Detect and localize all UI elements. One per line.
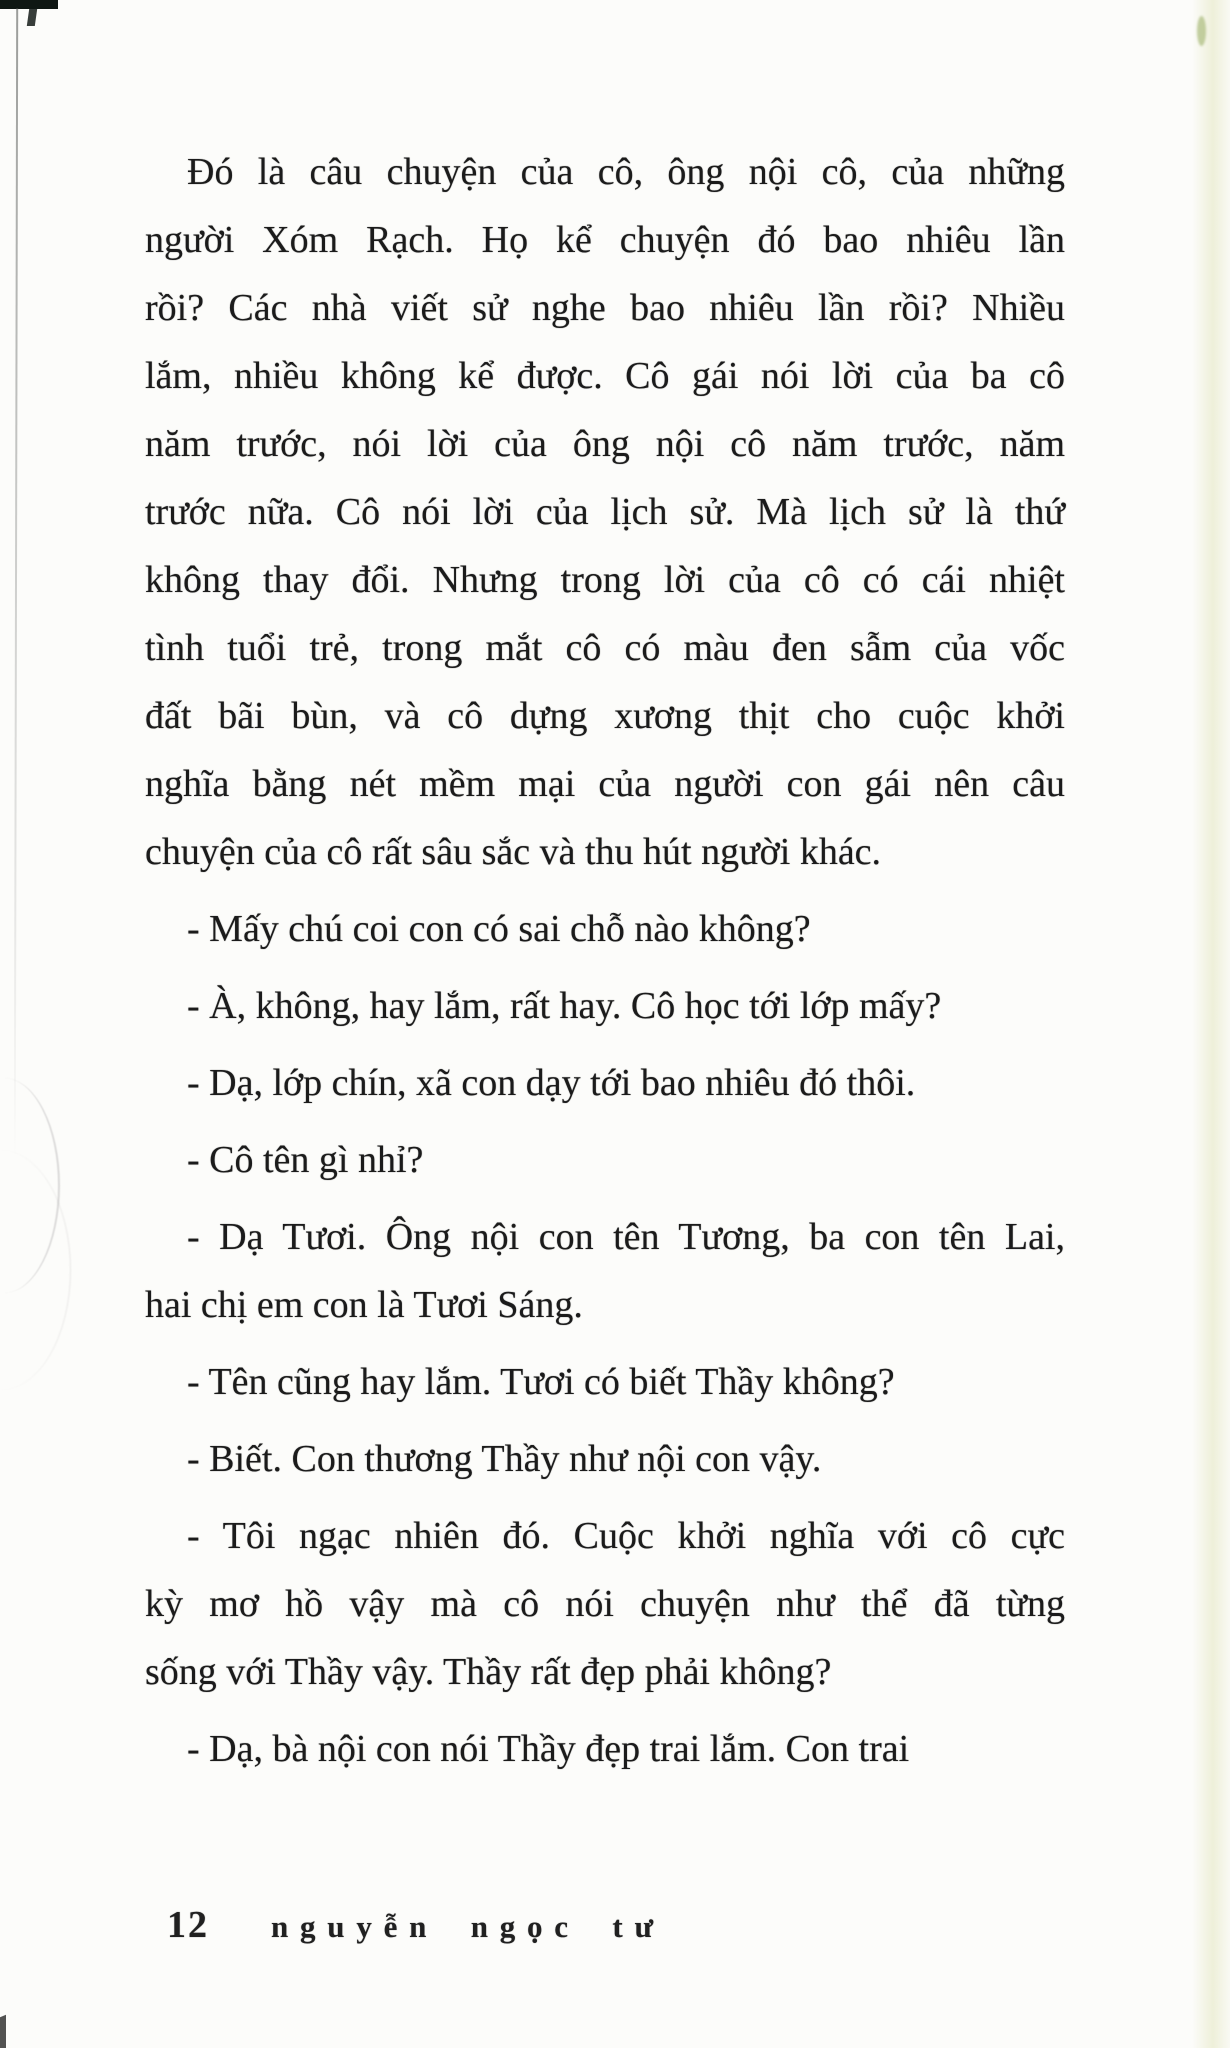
text-line: chuyện của cô rất sâu sắc và thu hút người khác. xyxy=(145,831,882,873)
page-curl-shadow-outer xyxy=(0,1150,71,1390)
page-edge-tint xyxy=(1192,0,1230,2048)
paragraph xyxy=(145,138,1065,886)
text-line: lắm, nhiều không kể được. Cô gái nói lời của ba cô xyxy=(145,355,1065,397)
paragraph xyxy=(145,1126,1065,1194)
text-line: nghĩa bằng nét mềm mại của người con gái nên câu xyxy=(145,763,1065,805)
paragraph xyxy=(145,895,1065,963)
paragraph xyxy=(145,1203,1065,1339)
text-line: - À, không, hay lắm, rất hay. Cô học tới lớp mấy? xyxy=(187,985,942,1027)
text-line: - Tôi ngạc nhiên đó. Cuộc khởi nghĩa với cô cực xyxy=(187,1515,1065,1557)
paragraph xyxy=(145,1715,1065,1783)
text-line: sống với Thầy vậy. Thầy rất đẹp phải không? xyxy=(145,1651,832,1693)
text-line: - Tên cũng hay lắm. Tươi có biết Thầy không? xyxy=(187,1361,895,1403)
page-edge-mark xyxy=(1197,16,1206,46)
text-line: tình tuổi trẻ, trong mắt cô có màu đen sẫm của vốc xyxy=(145,627,1065,669)
text-line: năm trước, nói lời của ông nội cô năm trước, năm xyxy=(145,423,1065,465)
text-line: kỳ mơ hồ vậy mà cô nói chuyện như thể đã từng xyxy=(145,1583,1065,1625)
text-line: Đó là câu chuyện của cô, ông nội cô, của những xyxy=(187,151,1065,193)
text-line: - Cô tên gì nhỉ? xyxy=(187,1139,424,1181)
page-footer xyxy=(167,1903,665,1947)
paragraph xyxy=(145,1348,1065,1416)
text-line: hai chị em con là Tươi Sáng. xyxy=(145,1284,583,1326)
text-line: - Dạ Tươi. Ông nội con tên Tương, ba con tên Lai, xyxy=(187,1216,1065,1258)
scan-bottom-artifact xyxy=(0,2015,6,2048)
text-line: - Mấy chú coi con có sai chỗ nào không? xyxy=(187,908,811,950)
text-line: đất bãi bùn, và cô dựng xương thịt cho cuộc khởi xyxy=(145,695,1065,737)
page-text xyxy=(145,138,1065,1783)
page-number: 12 xyxy=(167,1904,209,1946)
paragraph xyxy=(145,1425,1065,1493)
text-line: - Dạ, lớp chín, xã con dạy tới bao nhiêu đó thôi. xyxy=(187,1062,916,1104)
text-line: không thay đổi. Nhưng trong lời của cô có cái nhiệt xyxy=(145,559,1065,601)
author-name: nguyễn ngọc tư xyxy=(271,1909,665,1944)
text-line: người Xóm Rạch. Họ kể chuyện đó bao nhiêu lần xyxy=(145,219,1065,261)
page-crease-line xyxy=(14,8,18,1158)
text-line: trước nữa. Cô nói lời của lịch sử. Mà lịch sử là thứ xyxy=(145,491,1065,533)
text-line: - Dạ, bà nội con nói Thầy đẹp trai lắm. Con trai xyxy=(187,1728,910,1770)
scan-corner-artifact xyxy=(0,0,58,9)
paragraph xyxy=(145,1502,1065,1706)
text-line: rồi? Các nhà viết sử nghe bao nhiêu lần rồi? Nhiều xyxy=(145,287,1065,329)
paragraph xyxy=(145,972,1065,1040)
text-line: - Biết. Con thương Thầy như nội con vậy. xyxy=(187,1438,822,1480)
paragraph xyxy=(145,1049,1065,1117)
